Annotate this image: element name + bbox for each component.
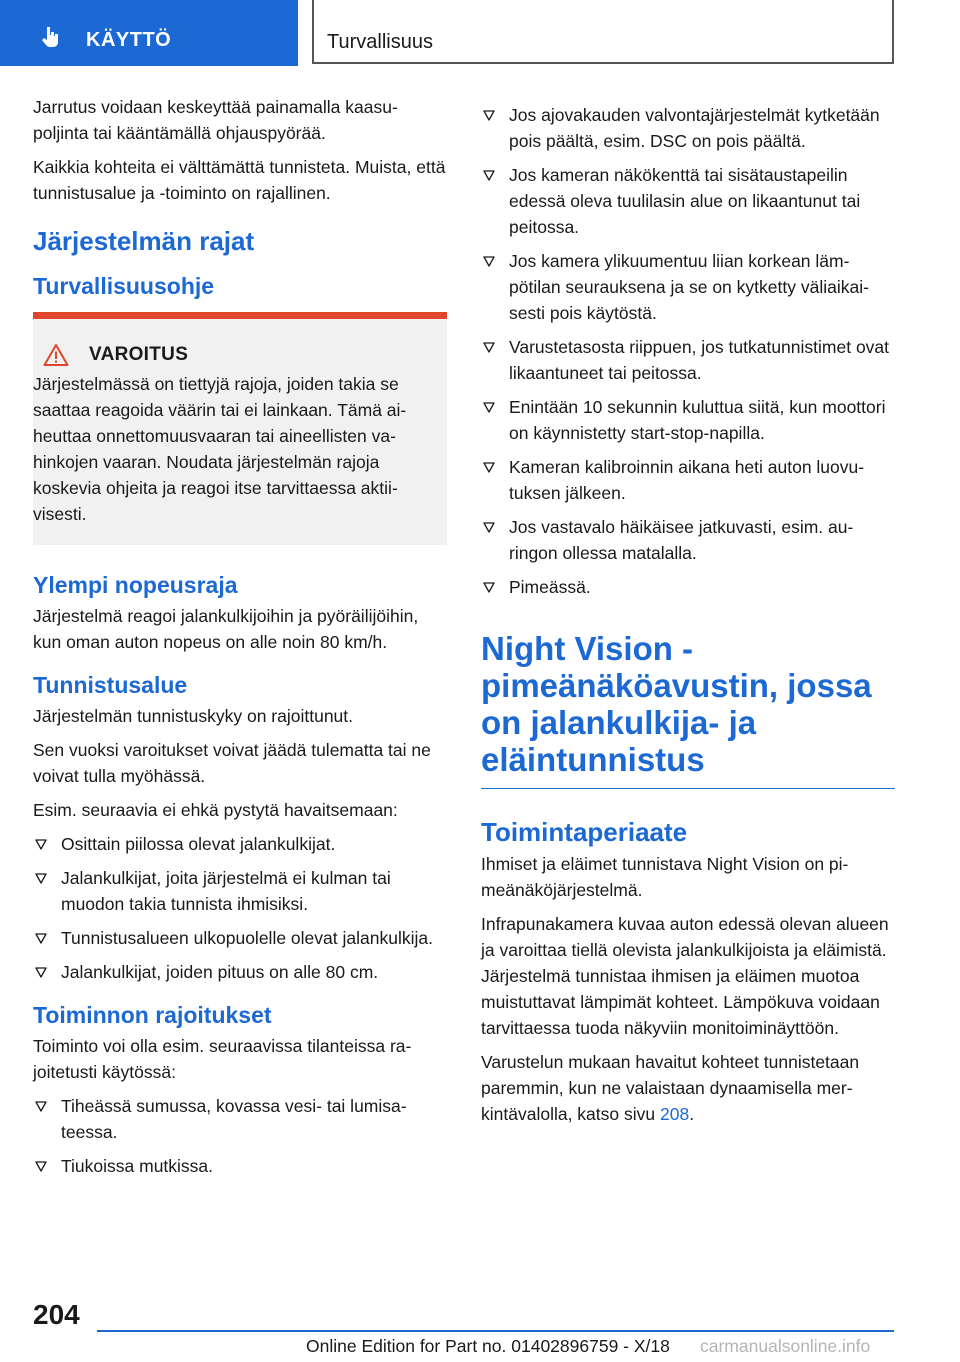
heading-safety-note: Turvallisuusohje: [33, 273, 215, 299]
page-header: [0, 0, 960, 68]
left-column: [33, 94, 447, 1191]
triangle-bullet-icon: [35, 839, 47, 850]
list-item: Pimeässä.: [481, 574, 895, 600]
edition-text: Online Edition for Part no. 01402896759 - X/18: [306, 1336, 670, 1356]
list-item: Osittain piilossa olevat jalankulkijat.: [33, 831, 447, 857]
list-item: Varustetasosta riippuen, jos tutkatunnistimet ovat likaantuneet tai peitossa.: [481, 334, 895, 386]
chapter-title-night-vision: Night Vision -pimeänäköavustin, jossa on jalankulkija- ja eläintunnistus: [481, 630, 872, 778]
triangle-bullet-icon: [35, 1101, 47, 1112]
heading-operating-principle: Toimintaperiaate: [481, 817, 688, 847]
detection-paragraph-3: Esim. seuraavia ei ehkä pystytä havaitsemaan:: [33, 800, 398, 820]
warning-text: Järjestelmässä on tiettyjä rajoja, joiden takia se saattaa reagoida väärin tai ei lainkaan. Tämä aiheuttaa onnettomuusvaaran tai aineellisten vahinkojen vaaran. Noudata järjestelmän rajoja koskevia ohjeita ja reagoi itse tarvittaessa aktiivisesti.: [33, 374, 407, 524]
triangle-bullet-icon: [483, 342, 495, 353]
chapter-label: KÄYTTÖ: [86, 29, 172, 51]
triangle-bullet-icon: [35, 933, 47, 944]
section-box: [312, 0, 894, 64]
triangle-bullet-icon: [483, 522, 495, 533]
list-item: Jalankulkijat, joiden pituus on alle 80 cm.: [33, 959, 447, 985]
list-item: Tiukoissa mutkissa.: [33, 1153, 447, 1179]
heading-detection-range: Tunnistusalue: [33, 672, 188, 698]
detection-paragraph-2: Sen vuoksi varoitukset voivat jäädä tulematta tai ne voivat tulla myöhässä.: [33, 740, 431, 786]
list-item: Jos vastavalo häikäisee jatkuvasti, esim. auringon ollessa matalalla.: [481, 514, 895, 566]
principle-paragraph-3: Varustelun mukaan havaitut kohteet tunnistetaan paremmin, kun ne valaistaan dynaamisella merkintävalolla, katso sivu 208.: [481, 1052, 860, 1124]
triangle-bullet-icon: [35, 967, 47, 978]
intro-paragraph-1: Jarrutus voidaan keskeyttää painamalla kaasupoljinta tai kääntämällä ohjauspyörää.: [33, 97, 398, 143]
heading-system-limits: Järjestelmän rajat: [33, 226, 255, 256]
title-divider: [481, 788, 895, 789]
footer-divider: [97, 1330, 894, 1332]
list-item: Tunnistusalueen ulkopuolelle olevat jalankulkija.: [33, 925, 447, 951]
limitations-list: [33, 1093, 447, 1179]
warning-triangle-icon: [43, 343, 69, 367]
list-item: Kameran kalibroinnin aikana heti auton luovutuksen jälkeen.: [481, 454, 895, 506]
limitations-paragraph: Toiminto voi olla esim. seuraavissa tilanteissa rajoitetusti käytössä:: [33, 1036, 412, 1082]
list-item: Jalankulkijat, joita järjestelmä ei kulman tai muodon takia tunnista ihmisiksi.: [33, 865, 447, 917]
triangle-bullet-icon: [483, 582, 495, 593]
speed-paragraph: Järjestelmä reagoi jalankulkijoihin ja pyöräilijöihin, kun oman auton nopeus on alle noin 80 km/h.: [33, 606, 419, 652]
list-item: Enintään 10 sekunnin kuluttua siitä, kun moottori on käynnistetty start-stop-napilla.: [481, 394, 895, 446]
chapter-tab[interactable]: [0, 0, 298, 66]
section-label: Turvallisuus: [327, 31, 433, 53]
list-item: Jos kameran näkökenttä tai sisätaustapeilin edessä oleva tuulilasin alue on likaantunut tai peitossa.: [481, 162, 895, 240]
right-column: [481, 94, 895, 1135]
detection-paragraph-1: Järjestelmän tunnistuskyky on rajoittunut.: [33, 706, 354, 726]
triangle-bullet-icon: [483, 402, 495, 413]
principle-paragraph-2: Infrapunakamera kuvaa auton edessä olevan alueen ja varoittaa tiellä olevista jalankulkijoista ja eläimistä. Järjestelmä tunnistaa ihmisen ja eläimen muotoa muistuttavat lämpimät kohteet. Lämpökuva voidaan tarvittaessa tuoda näkyviin monitoiminäyttöön.: [481, 914, 889, 1038]
principle-paragraph-1: Ihmiset ja eläimet tunnistava Night Vision on pimeänäköjärjestelmä.: [481, 854, 849, 900]
page-reference-link[interactable]: 208: [659, 1104, 690, 1124]
list-item: Jos ajovakauden valvontajärjestelmät kytketään pois päältä, esim. DSC on pois päältä.: [481, 102, 895, 154]
detection-list: [33, 831, 447, 985]
triangle-bullet-icon: [483, 110, 495, 121]
limitations-list-continued: [481, 102, 895, 600]
list-item: Jos kamera ylikuumentuu liian korkean lämpötilan seurauksena ja se on kytketty väliaikaisesti pois käytöstä.: [481, 248, 895, 326]
hand-pointer-icon: [40, 25, 62, 47]
intro-paragraph-2: Kaikkia kohteita ei välttämättä tunnisteta. Muista, että tunnistusalue ja -toiminto on rajallinen.: [33, 157, 446, 203]
triangle-bullet-icon: [483, 256, 495, 267]
heading-function-limitations: Toiminnon rajoitukset: [33, 1002, 272, 1028]
watermark: carmanualsonline.info: [700, 1336, 871, 1356]
warning-box: [33, 312, 447, 545]
page-number: 204: [33, 1299, 80, 1330]
triangle-bullet-icon: [35, 1161, 47, 1172]
triangle-bullet-icon: [483, 170, 495, 181]
warning-title-row: [33, 343, 433, 367]
triangle-bullet-icon: [483, 462, 495, 473]
footer-edition: [306, 1336, 670, 1357]
warning-title: VAROITUS: [89, 344, 189, 365]
list-item: Tiheässä sumussa, kovassa vesi- tai lumisateessa.: [33, 1093, 447, 1145]
heading-upper-speed-limit: Ylempi nopeusraja: [33, 572, 238, 598]
triangle-bullet-icon: [35, 873, 47, 884]
